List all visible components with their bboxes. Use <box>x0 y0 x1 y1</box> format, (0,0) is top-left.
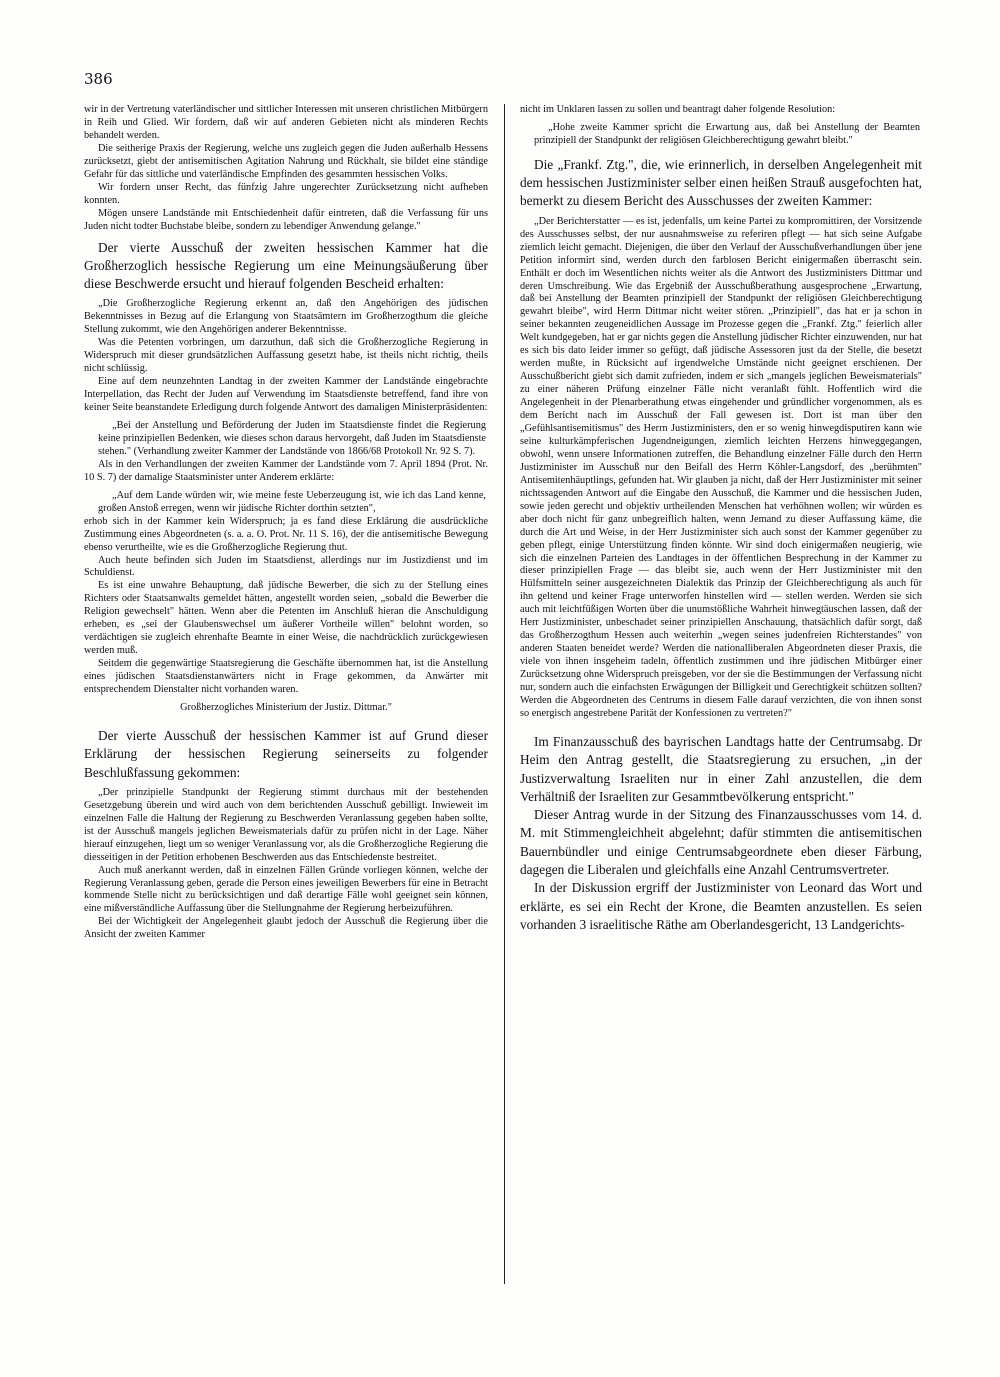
left-column <box>84 104 488 942</box>
quote-paragraph: Bei der Wichtigkeit der Angelegenheit glaubt jedoch der Ausschuß die Regierung über die Ansicht der zweiten Kammer <box>84 916 488 941</box>
paragraph: wir in der Vertretung vaterländischer und sittlicher Interessen mit unseren christlichen Mitbürgern in Reih und Glied. Wir fordern, daß wir auf anderen Gebieten nicht als minderen Rechts behandelt werden. <box>84 104 488 141</box>
paragraph: Der vierte Ausschuß der zweiten hessischen Kammer hat die Großherzoglich hessische Regierung um eine Meinungsäußerung über diese Beschwerde ersucht und hierauf folgenden Bescheid erhalten: <box>84 239 488 292</box>
page-number: 386 <box>84 70 113 88</box>
quote-paragraph: Eine auf dem neunzehnten Landtag in der zweiten Kammer der Landstände eingebrachte Interpellation, das Recht der Juden auf Verwendung im Staatsdienste betreffend, fand ihre von keiner Seite beanstandete Erledigung durch folgende Antwort des damaligen Ministerpräsidenten: <box>84 376 488 414</box>
quote-paragraph: Seitdem die gegenwärtige Staatsregierung die Geschäfte übernommen hat, ist die Anstellung eines jüdischen Staatsdienstanwärters nicht in Frage gekommen, da Anwärter mit entsprechendem Dienstalter nicht vorhanden waren. <box>84 658 488 696</box>
paragraph: Im Finanzausschuß des bayrischen Landtags hatte der Centrumsabg. Dr Heim den Antrag gestellt, die Staatsregierung zu ersuchen, „in der Justizverwaltung Israeliten nur in einer Zahl anzustellen, die dem Verhältniß der Israeliten zur Gesammtbevölkerung entspricht." <box>520 733 922 804</box>
quote-paragraph: „Der Berichterstatter — es ist, jedenfalls, um keine Partei zu kompromittiren, der Vorsitzende des Ausschusses selbst, der nur ausnahmsweise zu referiren pflegt — hat sich seine Aufgabe ziemlich leicht gemacht. Diejenigen, die über den Verlauf der Ausschußverhandlungen über jene Petition informirt sind, werden durch den farblosen Bericht einigermaßen überrascht sein. Enthält er doch im Wesentlichen nichts weiter als die Antwort des Justizministers Dittmar und deren Umschreibung. Wie das Ergebniß der Ausschußberathung ausgesprochene „Erwartung, daß bei Anstellung der Beamten prinzipiell der Standpunkt der religiösen Gleichberechtigung gewahrt bleibe", wird Herrn Dittmar nicht weiter stören. „Prinzipiell", das hat er ja schon in seiner bekannten zeugeneidlichen Aussage im Prozesse gegen die „Frankf. Ztg." feierlich aller Welt kundgegeben, hat er gar nichts gegen die Anstellung jüdischer Richter einzuwenden, nur hat es sich bis dato leider immer so gefügt, daß jüdische Assessoren just da der Stelle, die besetzt werden mußte, in Rücksicht auf irgendwelche Umstände nicht geeignet erschienen. Der Ausschußbericht giebt sich damit zufrieden, indem er sich „mangels jeglichen Beweismaterials" zu einer näheren Prüfung einzelner Fälle nicht veranlaßt fühlt. Hoffentlich wird die Angelegenheit in der Plenarberathung etwas eingehender und gründlicher vorgenommen, als es dem Bericht nach im Ausschuß der Fall gewesen ist. Dort ist man über den „Gefühlsantisemitismus" des Herrn Justizministers, den er so wenig hinwegdisputiren kann wie seine kulturkämpferischen Jugendneigungen, ziemlich leichten Herzens hinweggegangen, obwohl, wenn unsere Informationen zutreffen, die Behandlung einzelner Fälle durch den Herrn Justizminister im Ausschuß nur den Beifall des Herrn Köhler-Langsdorf, des „berühmten" Antisemitenhäuptlings, gefunden hat. Wir glauben ja nicht, daß der Herr Justizminister mit seiner nichtssagenden Antwort auf die Eingabe den Ausschuß, die Kammer und die hessischen Juden, sowie jeden gerecht und objektiv urtheilenden Menschen hat verhöhnen wollen; wir würden es aber doch nicht für ganz unbegreiflich halten, wenn Jemand zu dieser Auffassung käme, die durch die Art und Weise, in der Herr Justizminister sich auch sonst der Kammer gegenüber zu geben pflegt, einige Unterstützung finden könnte. Wir sind doch einigermaßen neugierig, wie sich die einzelnen Parteien des Landtages in der öffentlichen Besprechung in der Kammer zu dieser prinzipiellen Frage — das bleibt sie, auch wenn der Herr Justizminister mit den Hülfsmitteln seiner ausgezeichneten Dialektik das Prinzip der Gleichberechtigung als auch für ihn geltend und keiner Frage unterworfen hinstellen wird — stellen werden. Werden sie sich auch mit leichtfüßigen Worten über die unumstößliche Wahrheit hinwegtäuschen lassen, daß der Herr Justizminister, unbeschadet seiner prinzipiellen Anschauung, thatsächlich dafür sorgt, daß das Großherzogthum Hessen auch weiterhin „wegen seines judenfreien Richterstandes" von anderen Staaten beneidet werde? Werden die nationalliberalen Abgeordneten dieser Praxis, die viele von ihnen insgeheim tadeln, öffentlich zustimmen und ihre jüdischen Mitbürger einer Zurücksetzung ohne Widerspruch preisgeben, vor der sie die Bestimmungen der Verfassung nicht nur, sondern auch die einfachsten Erwägungen der Billigkeit und Gerechtigkeit schützen sollten? Werden die Abgeordneten des Centrums in diesem Falle darauf verzichten, die von ihnen sonst so energisch angestrebene Parität der Konfessionen zu vertreten?" <box>520 215 922 719</box>
paragraph: Mögen unsere Landstände mit Entschiedenheit dafür eintreten, daß die Verfassung für uns Juden nicht todter Buchstabe bleibe, sondern zu lebendiger Anwendung gelange." <box>84 207 488 232</box>
quote-paragraph: „Die Großherzogliche Regierung erkennt an, daß den Angehörigen des jüdischen Bekenntnisses in Bezug auf die Erlangung von Staatsämtern im Großherzogthum die gleiche Stellung zukommt, wie den Angehörigen anderer Bekenntnisse. <box>84 298 488 336</box>
quote-paragraph: Auch heute befinden sich Juden im Staatsdienst, allerdings nur im Justizdienst und im Schuldienst. <box>84 554 488 579</box>
right-column <box>520 104 922 934</box>
block-quote: „Bei der Anstellung und Beförderung der Juden im Staatsdienste findet die Regierung keine prinzipiellen Bedenken, wie dieses schon daraus hervorgeht, daß Juden im Staatsdienste stehen." (Verhandlung zweiter Kammer der Landstände von 1866/68 Protokoll Nr. 92 S. 7). <box>98 420 486 457</box>
paragraph: nicht im Unklaren lassen zu sollen und beantragt daher folgende Resolution: <box>520 104 836 115</box>
paragraph: Dieser Antrag wurde in der Sitzung des Finanzausschusses vom 14. d. M. mit Stimmengleichheit abgelehnt; dafür stimmten die antisemitischen Bauernbündler und einige Centrumsabgeordnete eben dieser Färbung, dagegen die Liberalen und gleichfalls eine Anzahl Centrumsvertreter. <box>520 807 922 877</box>
column-divider <box>504 104 505 1284</box>
paragraph: In der Diskussion ergriff der Justizminister von Leonard das Wort und erklärte, es sei ein Recht der Krone, die Beamten anzustellen. Es seien vorhanden 3 israelitische Räthe am Oberlandesgericht, 13 Landgerichts- <box>520 880 922 932</box>
quote-paragraph: Was die Petenten vorbringen, um darzuthun, daß sich die Großherzogliche Regierung in Widerspruch mit dieser grundsätzlichen Auffassung gesetzt habe, ist theils nicht richtig, theils nicht schlüssig. <box>84 337 488 375</box>
quote-paragraph: Es ist eine unwahre Behauptung, daß jüdische Bewerber, die sich zu der Stellung eines Richters oder Staatsanwalts gemeldet hätten, angestellt worden seien, „sobald die Bewerber die Religion gewechselt" hätten. Wenn aber die Petenten im Anschluß hieran die Anschuldigung erheben, es „sei der Glaubenswechsel um äußerer Vortheile willen" belohnt worden, so verdächtigen sie zugleich ehrenhafte Beamte in einer Weise, die nachdrücklich zurückgewiesen werden muß. <box>84 580 488 657</box>
quote-paragraph: Auch muß anerkannt werden, daß in einzelnen Fällen Gründe vorliegen können, welche der Regierung Veranlassung geben, gerade die Person eines jeweiligen Bewerbers für eine in Betracht kommende Stelle nicht zu berücksichtigen und daß derartige Fälle wohl geeignet sein können, eine mißverständliche Auffassung über die Stellungnahme der Regierung herbeizuführen. <box>84 864 488 915</box>
paragraph: Die „Frankf. Ztg.", die, wie erinnerlich, in derselben Angelegenheit mit dem hessischen Justizminister selber einen heißen Strauß ausgefochten hat, bemerkt zu diesem Bericht des Ausschusses der zweiten Kammer: <box>520 156 922 209</box>
quote-paragraph: erhob sich in der Kammer kein Widerspruch; ja es fand diese Erklärung die ausdrückliche Zustimmung eines Abgeordneten (s. a. a. O. Prot. Nr. 11 S. 16), der die antisemitische Bewegung ebenso verurtheilte, wie es die Großherzogliche Regierung thut. <box>84 515 488 553</box>
signature: Großherzogliches Ministerium der Justiz. Dittmar." <box>180 702 392 714</box>
block-quote: „Auf dem Lande würden wir, wie meine feste Ueberzeugung ist, wie ich das Land kenne, großen Anstoß erregen, wenn wir jüdische Richter dorthin setzten", <box>98 489 486 514</box>
block-quote: „Hohe zweite Kammer spricht die Erwartung aus, daß bei Anstellung der Beamten prinzipiell der Standpunkt der religiösen Gleichberechtigung gewahrt bleibt." <box>534 121 920 146</box>
paragraph: Der vierte Ausschuß der hessischen Kammer ist auf Grund dieser Erklärung der hessischen Regierung seinerseits zu folgender Beschlußfassung gekommen: <box>84 727 488 780</box>
quote-paragraph: Als in den Verhandlungen der zweiten Kammer der Landstände vom 7. April 1894 (Prot. Nr. 10 S. 7) der damalige Staatsminister unter Anderem erklärte: <box>84 458 488 483</box>
quote-paragraph: „Der prinzipielle Standpunkt der Regierung stimmt durchaus mit der bestehenden Gesetzgebung überein und wird auch von dem berichtenden Ausschuß gebilligt. Inwieweit im einzelnen Falle die Haltung der Regierung zu Beschwerden Veranlassung gegeben haben sollte, ist der Ausschuß mangels jeglichen Beweismaterials dafür zu prüfen nicht in der Lage. Näher hierauf einzugehen, liegt um so weniger Veranlassung vor, als die Großherzogliche Regierung die diesseitigen in der Petition erhobenen Beschwerden aus das Entschiedenste bestreitet. <box>84 786 488 863</box>
paragraph: Die seitherige Praxis der Regierung, welche uns zugleich gegen die Juden außerhalb Hessens zurücksetzt, giebt der antisemitischen Agitation Nahrung und Rückhalt, sie bildet eine ständige Gefahr für das sittliche und vaterländische Empfinden des gesammten hessischen Volks. <box>84 142 488 180</box>
paragraph: Wir fordern unser Recht, das fünfzig Jahre ungerechter Zurücksetzung nicht aufheben konnten. <box>84 181 488 206</box>
